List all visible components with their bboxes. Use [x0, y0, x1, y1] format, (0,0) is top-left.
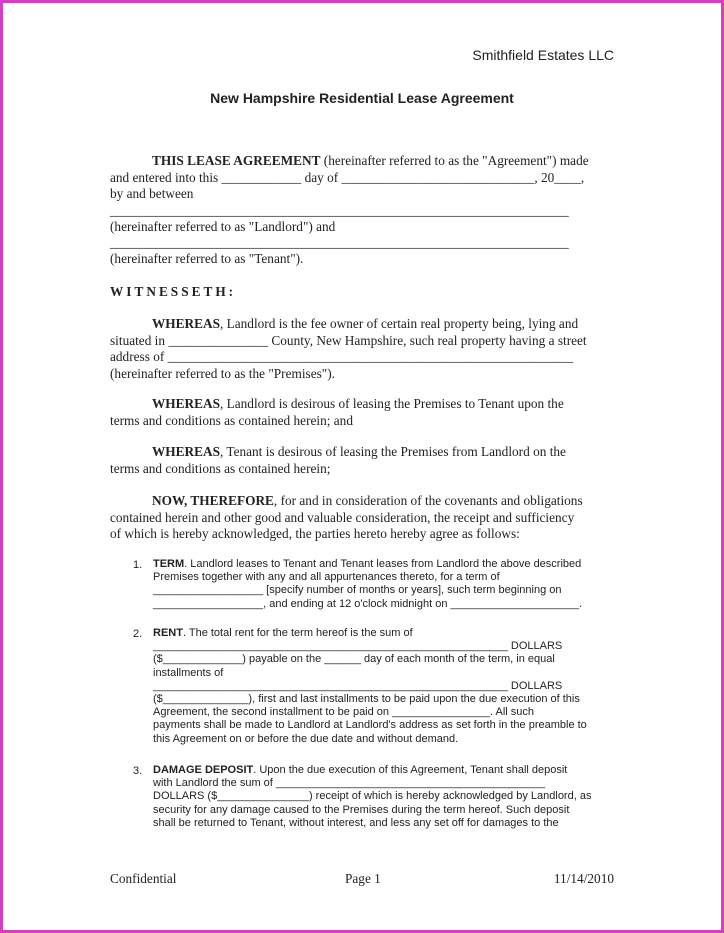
clause-term: TERM. Landlord leases to Tenant and Tenant leases from Landlord the above described Premises together with any and all appurtenances thereto, for a term of __________________ [specify number of months or years], such term beginning on __________________, and ending at 12 o'clock midnight on _____________________.: [153, 558, 583, 610]
intro-line2: and entered into this ____________ day of _____________________________, 20____,: [110, 169, 585, 185]
landlord-reference: (hereinafter referred to as "Landlord") and: [110, 219, 336, 234]
whereas-paragraph-3: WHEREAS, Tenant is desirous of leasing the Premises from Landlord on the terms and conditions as contained herein;: [110, 444, 566, 476]
clause-damage-deposit-heading: DAMAGE DEPOSIT: [153, 764, 254, 776]
tenant-blank: _____________________________________________________________________: [110, 235, 569, 250]
footer-date: 11/14/2010: [553, 871, 614, 886]
item-number-1: 1.: [133, 559, 143, 571]
footer-page-number: Page 1: [345, 871, 381, 886]
landlord-blank: _____________________________________________________________________: [110, 203, 569, 218]
clause-rent: RENT. The total rent for the term hereof is the sum of __________________________________________________________ DOLLARS ($_____________) payable on the ______ day of each month of the term, in equal installments of __________________________________________________________ DOLLARS ($______________), first and last installments to be paid upon the due execution of this Agreement, the second installment to be paid on ________________. All such payments shall be made to Landlord at Landlord's address as set forth in the preamble to this Agreement on or before the due date and without demand.: [153, 627, 587, 745]
clause-rent-heading: RENT: [153, 627, 183, 639]
document-title: New Hampshire Residential Lease Agreement: [210, 90, 514, 106]
intro-line3: by and between: [110, 186, 194, 201]
now-therefore-paragraph: NOW, THEREFORE, for and in consideration of the covenants and obligations contained herein and other good and valuable consideration, the receipt and sufficiency of which is hereby acknowledged, the parties hereto hereby agree as follows:: [110, 493, 583, 541]
footer-confidential: Confidential: [110, 871, 177, 886]
intro-line1: (hereinafter referred to as the "Agreement") made: [320, 153, 589, 168]
whereas-1-lead: WHEREAS: [152, 316, 220, 331]
now-therefore-lead: NOW, THEREFORE: [152, 493, 274, 508]
intro-lead: THIS LEASE AGREEMENT: [152, 153, 321, 168]
tenant-reference: (hereinafter referred to as "Tenant").: [110, 251, 304, 266]
whereas-paragraph-2: WHEREAS, Landlord is desirous of leasing the Premises to Tenant upon the terms and conditions as contained herein; and: [110, 396, 564, 428]
whereas-paragraph-1: WHEREAS, Landlord is the fee owner of certain real property being, lying and situated in _______________ County, New Hampshire, such real property having a street address of _____________________________________________________________ (hereinafter referred to as the "Premises").: [110, 316, 587, 381]
whereas-3-lead: WHEREAS: [152, 444, 220, 459]
item-number-3: 3.: [133, 765, 143, 777]
clause-term-heading: TERM: [153, 558, 185, 570]
company-name: Smithfield Estates LLC: [472, 47, 614, 63]
whereas-2-lead: WHEREAS: [152, 396, 220, 411]
item-number-2: 2.: [133, 628, 143, 640]
witnesseth-heading: WITNESSETH:: [110, 284, 237, 299]
clause-damage-deposit: DAMAGE DEPOSIT. Upon the due execution of this Agreement, Tenant shall deposit with Landlord the sum of ____________________________________________ DOLLARS ($_______________) receipt of which is hereby acknowledged by Landlord, as security for any damage caused to the Premises during the term hereof. Such deposit shall be returned to Tenant, without interest, and less any set off for damages to the: [153, 764, 592, 829]
intro-paragraph: [110, 153, 610, 203]
